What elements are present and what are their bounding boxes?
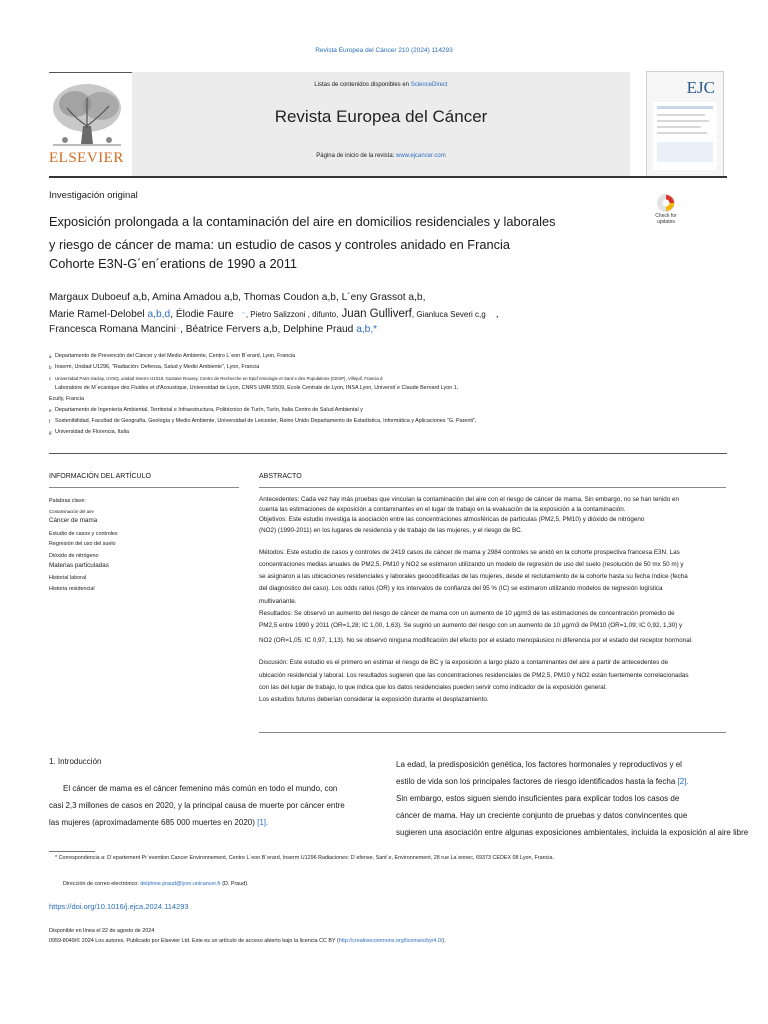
email-prefix: Dirección de correo electrónico: xyxy=(63,881,141,887)
abstract-body xyxy=(259,495,726,705)
intro-left-column xyxy=(49,780,379,831)
ref-link-2[interactable]: [2]. xyxy=(677,777,689,786)
homepage-link[interactable]: www.ejcancer.com xyxy=(396,153,446,159)
keyword-item: Historia residencial xyxy=(49,586,95,593)
keyword-item: Estudio de casos y controles xyxy=(49,531,118,538)
intro-line: cáncer de mama. Hay un creciente conjunto de pruebas y datos convincentes que xyxy=(396,811,688,820)
article-type: Investigación original xyxy=(49,190,138,201)
affil-link-praud[interactable]: a,b,* xyxy=(356,324,378,335)
abstract-line: Los estudios futuros deberían considerar la exposición durante el desplazamiento. xyxy=(259,696,489,704)
abstract-line: Discusión: Este estudio es el primero en estimar el riesgo de BC y la exposición a largo plazo a contaminantes del aire a partir de antecedentes de xyxy=(259,659,669,667)
author-severi: , Gianluca Severi c,g xyxy=(411,310,486,319)
abstract-line: Antecedentes: Cada vez hay más pruebas que vinculan la contaminación del aire con el riesgo de cáncer de mama. Sin embargo, no se han tenido en xyxy=(259,496,680,503)
updates-icon xyxy=(648,192,684,214)
abstract-line: NO2 (OR=1,05; IC 0,97, 1,13). No se observó ninguna modificación del efecto por el estado menopáusico ni diferencia por el estado del receptor hormonal. xyxy=(259,637,693,645)
intro-line: sugieren una asociación entre algunas exposiciones ambientales, incluida la exposición al aire libre xyxy=(396,828,749,837)
affiliation-item xyxy=(49,428,729,437)
abstract-line: Resultados: Se observó un aumento del riesgo de cáncer de mama con un aumento de 10 µg/m3 de las estimaciones de concentración promedio de xyxy=(259,609,675,617)
footnote-rule xyxy=(49,851,95,852)
article-info-heading: INFORMACIÓN DEL ARTÍCULO xyxy=(49,473,151,480)
intro-line xyxy=(49,814,379,831)
affiliation-item xyxy=(49,406,729,415)
affiliation-mark: f xyxy=(49,419,51,424)
keyword-item: Cáncer de mama xyxy=(49,517,98,524)
intro-line: El cáncer de mama es el cáncer femenino más común en todo el mundo, con xyxy=(63,784,338,793)
intro-line: Sin embargo, estos siguen siendo insuficientes para explicar todos los casos de xyxy=(396,794,680,803)
intro-text: estilo de vida son los principales factores de riesgo identificados hasta la fecha xyxy=(396,777,678,786)
affiliation-item xyxy=(49,395,729,404)
abstract-line: PM2,5 entre 1990 y 2011 (OR=1,28; IC 1,00, 1,63). Se sugirió un aumento del riesgo con un aumento de 10 µg/m3 de PM10 (OR=1,09; IC 0,92, 1,30) y xyxy=(259,622,683,630)
affiliation-mark: a xyxy=(49,354,52,359)
license-line xyxy=(49,937,446,946)
keyword-item: Regresión del uso del suelo xyxy=(49,541,116,548)
doi-link[interactable]: https://doi.org/10.1016/j.ejca.2024.114293 xyxy=(49,902,189,911)
keyword-item: Dióxido de nitrógeno xyxy=(49,553,99,560)
intro-heading: 1. Introducción xyxy=(49,757,102,766)
email-link[interactable]: delphine.praud@lyon.unicancer.fr xyxy=(140,881,221,887)
abstract-heading: ABSTRACTO xyxy=(259,473,302,480)
ref-link-1[interactable]: [1]. xyxy=(257,818,269,827)
author-salizzoni: , Pietro Salizzoni , difunto, xyxy=(245,310,339,319)
affiliation-item xyxy=(49,352,729,361)
elsevier-wordmark: ELSEVIER xyxy=(49,150,124,166)
check-for-updates-badge[interactable] xyxy=(648,192,684,230)
affiliation-mark: c xyxy=(49,376,52,381)
abstract-line: del diagnóstico del caso). Los odds ratios (OR) y los intervalos de confianza del 95 % (IC) se estimaron utilizando modelos de regresión logística xyxy=(259,585,663,593)
intro-text: las mujeres (aproximadamente 685 000 muertes en 2020) xyxy=(49,818,258,827)
author-faure: , Élodie Faure xyxy=(170,309,234,320)
affiliation-list xyxy=(49,352,729,437)
intro-line: casi 2,3 millones de casos en 2020, y la principal causa de muerte por cáncer entre xyxy=(49,801,345,810)
license-prefix: 0959-8049/© 2024 Los autores. Publicado por Elsevier Ltd. Este es un artículo de acceso abierto bajo la licencia CC BY ( xyxy=(49,938,339,944)
affiliation-text: Universidad Paris-Saclay, UVSQ, unidad Inserm U1018, Gustave Roussy, Centro de Recherche en Epid´emiologie et Sant´e des Populations (CESP), Villejuif, Francia d xyxy=(55,376,383,381)
title-line-3: Cohorte E3N-G´en´erations de 1990 a 2011 xyxy=(49,256,298,271)
affiliation-item xyxy=(49,363,729,372)
authors-line-2 xyxy=(49,308,499,320)
email-line xyxy=(63,880,249,889)
affiliation-text: Departamento de Ingeniería Ambiental, Territorial e Infraestructura, Politécnico de Turín, Turín, Italia Centro de Salud Ambiental y xyxy=(55,407,363,413)
abstract-gap xyxy=(259,536,726,548)
banner-bottom-rule xyxy=(49,176,727,178)
abstract-line: cuenta las estimaciones de exposición a contaminantes en el lugar de trabajo en la evaluación de la exposición a la contaminación. xyxy=(259,506,626,514)
abstract-gap xyxy=(259,646,726,658)
contents-line xyxy=(132,82,630,88)
abstract-bottom-rule xyxy=(259,732,726,733)
available-online: Disponible en línea el 22 de agosto de 2024 xyxy=(49,928,155,934)
updates-label: Check for updates xyxy=(655,213,677,225)
author-gulliver: Juan Gulliverf xyxy=(338,308,412,320)
affiliation-text: Sostenibilidad, Facultad de Geografía, Geología y Medio Ambiente, Universidad de Leicester, Reino Unido Departamento de Estadística, Informática y Aplicaciones "G. Parenti", xyxy=(55,418,477,424)
keywords-block xyxy=(49,497,239,594)
abstract-line: concentraciones medias anuales de PM2,5, PM10 y NO2 se estimaron utilizando un modelo de regresión de uso del suelo (resolución de 50 mx 50 m) y xyxy=(259,561,684,569)
intro-right-column xyxy=(396,756,768,841)
title-line-2: y riesgo de cáncer de mama: un estudio de casos y controles anidado en Francia xyxy=(49,237,510,252)
email-suffix: (D. Praud). xyxy=(220,881,249,887)
author-comma: , xyxy=(495,309,499,320)
affiliation-mark: e xyxy=(49,408,52,413)
affiliation-text: Departamento de Prevención del Cáncer y del Medio Ambiente, Centro L´eon B´erard, Lyon, Francia xyxy=(55,353,296,359)
cover-art-icon xyxy=(653,102,717,170)
affiliation-mark: b xyxy=(49,365,52,370)
abstract-line: ubicación residencial y laboral. Los resultados sugieren que las concentraciones residenciales de PM2,5, PM10 y NO2 están fuertemente correlacionadas xyxy=(259,671,689,679)
authors-line-3 xyxy=(49,324,377,335)
keywords-label: Palabras clave: xyxy=(49,498,86,504)
license-link[interactable]: http://creativecommons.org/licenses/by/4.0/ xyxy=(338,938,443,944)
journal-cover[interactable] xyxy=(646,71,724,177)
abstract-line: Métodos: Este estudio de casos y controles de 2419 casos de cáncer de mama y 2984 controles se anidó en la cohorte prospectiva francesa E3N. Las xyxy=(259,548,680,556)
journal-title: Revista Europea del Cáncer xyxy=(274,107,488,126)
license-suffix: ). xyxy=(442,938,446,944)
contents-prefix: Listas de contenidos disponibles en xyxy=(314,82,411,88)
cover-logo: EJC xyxy=(686,78,715,97)
title-line-1: Exposición prolongada a la contaminación del aire en domicilios residenciales y laborales xyxy=(49,214,556,229)
author-mancini: Francesca Romana Mancini xyxy=(49,324,176,335)
correspondence-note: * Correspondencia a: D´epartement Pr´evention Cancer Environnement, Centre L´eon B´erard, Inserm U1296 Radiaciones: D´efense, Sant´e, Environnement, 28 rue La´ennec, 69373 CEDEX 08 Lyon, Francia. xyxy=(55,855,555,861)
homepage-line xyxy=(132,153,630,159)
affiliation-mark: g xyxy=(49,430,52,435)
affil-link-ramel[interactable]: a,b,d xyxy=(147,309,171,320)
keyword-small: Contaminación del aire xyxy=(49,509,94,514)
affil-link-mancini[interactable]: ⁻ xyxy=(175,325,181,334)
info-rule xyxy=(49,487,239,488)
abstract-line: con las del lugar de trabajo, lo que indica que los datos residenciales pueden servir como indicador de la exposición general. xyxy=(259,683,607,691)
sciencedirect-link[interactable]: ScienceDirect xyxy=(410,82,448,88)
intro-line: La edad, la predisposición genética, los factores hormonales y reproductivos y el xyxy=(396,760,682,769)
affiliation-item xyxy=(49,384,729,393)
affiliation-text: Inserm, Unidad U1296, "Radiación: Defensa, Salud y Medio Ambiente", Lyon, Francia xyxy=(55,364,260,370)
homepage-prefix: Página de inicio de la revista: xyxy=(316,153,397,159)
affiliation-text: Laboratoire de M´ecanique des Fluides et d'Acoustique, Universidad de Lyon, CNRS UMR 5509, Ecole Centrale de Lyon, INSA Lyon, Universit´e Claude Bernard Lyon 1, xyxy=(55,385,459,391)
affiliation-text: Universidad de Florencia, Italia xyxy=(55,429,130,435)
affiliation-text: Ecully, Francia xyxy=(49,396,84,402)
abstract-line: multivariante. xyxy=(259,597,297,605)
abstract-line: Objetivos: Este estudio investiga la asociación entre las concentraciones atmosféricas de partículas (PM2,5, PM10) y dióxido de nitrógeno xyxy=(259,516,645,524)
journal-banner xyxy=(132,72,630,176)
abstract-rule xyxy=(259,487,726,488)
author-ramel-delobel: Marie Ramel-Delobel xyxy=(49,309,148,320)
intro-line xyxy=(396,773,768,790)
author-fervers-praud: , Béatrice Fervers a,b, Delphine Praud xyxy=(180,324,357,335)
affiliation-item xyxy=(49,374,729,383)
keyword-item: Materias particuladas xyxy=(49,562,109,570)
abstract-line: se asignaron a las ubicaciones residenciales y laborales geocodificadas de las mujeres, desde el reclutamiento de la cohorte hasta su fecha índice (fecha xyxy=(259,573,688,581)
keyword-item: Historial laboral xyxy=(49,575,87,582)
journal-citation-link[interactable]: Revista Europea del Cáncer 210 (2024) 114293 xyxy=(315,47,453,54)
authors-line-1: Margaux Duboeuf a,b, Amina Amadou a,b, Thomas Coudon a,b, L´eny Grassot a,b, xyxy=(49,292,426,303)
affiliation-item xyxy=(49,417,729,426)
abstract-line: (NO2) (1990-2011) en los lugares de residencia y de trabajo de las mujeres, y el riesgo de BC. xyxy=(259,526,523,534)
section-rule-top xyxy=(49,453,727,454)
affil-link-faure[interactable]: ⁻ xyxy=(241,310,246,319)
